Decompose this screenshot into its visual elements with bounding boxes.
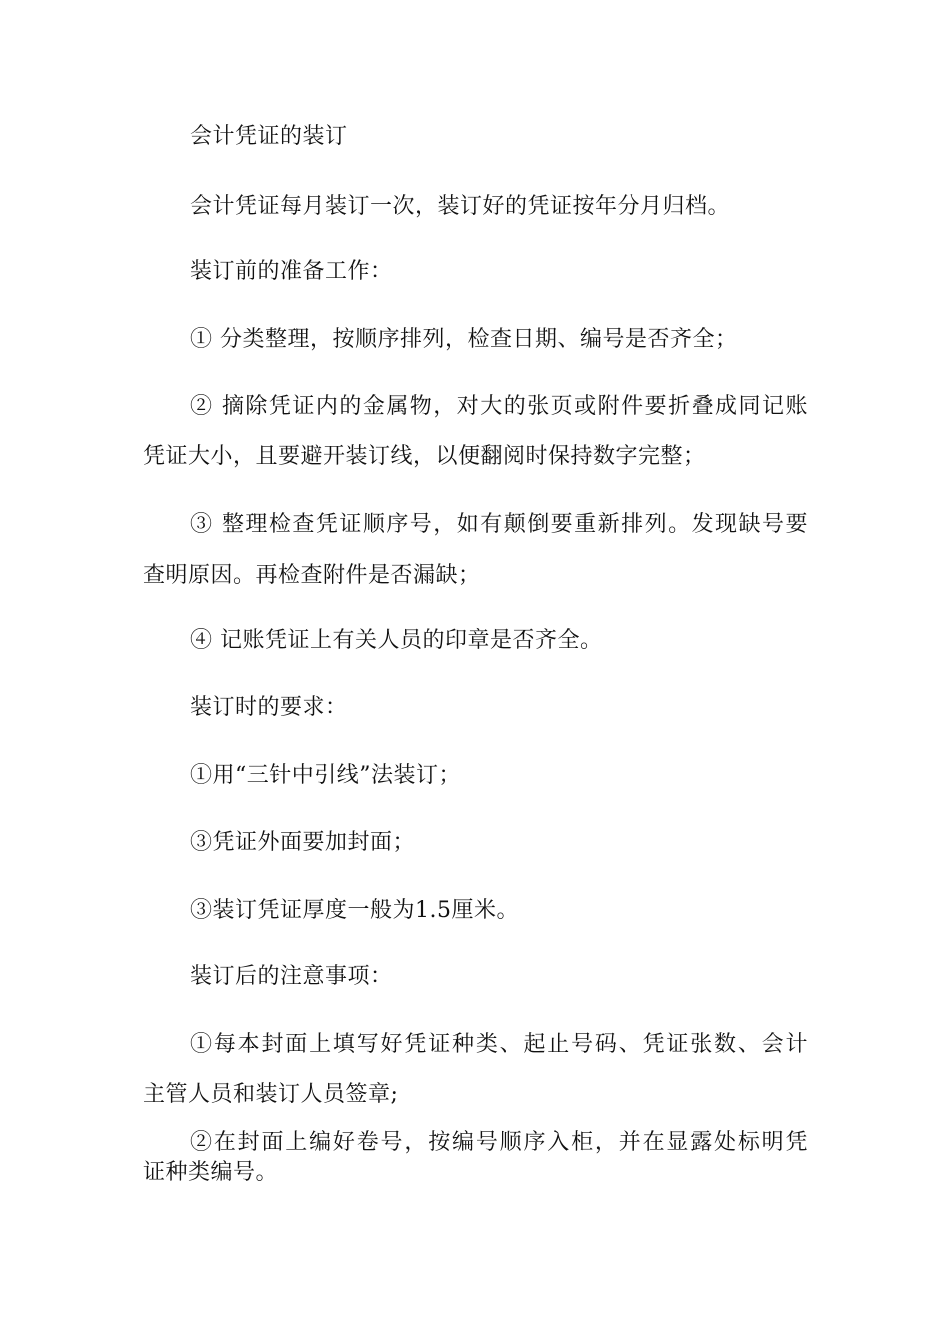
before-item-2-line-1: ② 摘除凭证内的金属物，对大的张页或附件要折叠成同记账 xyxy=(190,394,808,419)
before-item-4: ④ 记账凭证上有关人员的印章是否齐全。 xyxy=(190,628,603,653)
before-item-2-line-2: 凭证大小，且要避开装订线，以便翻阅时保持数字完整； xyxy=(143,444,706,469)
intro-paragraph: 会计凭证每月装订一次，装订好的凭证按年分月归档。 xyxy=(190,194,731,219)
before-item-1: ① 分类整理，按顺序排列，检查日期、编号是否齐全； xyxy=(190,327,738,352)
before-item-3-line-2: 查明原因。再检查附件是否漏缺； xyxy=(143,563,481,588)
after-item-1-line-1: ①每本封面上填写好凭证种类、起止号码、凭证张数、会计 xyxy=(190,1032,808,1057)
section-heading-after: 装订后的注意事项： xyxy=(190,964,393,989)
section-heading-during: 装订时的要求： xyxy=(190,695,348,720)
before-item-3-line-1: ③ 整理检查凭证顺序号，如有颠倒要重新排列。发现缺号要 xyxy=(190,512,808,537)
after-item-1-line-2: 主管人员和装订人员签章; xyxy=(143,1082,399,1107)
during-item-3: ③装订凭证厚度一般为1.5厘米。 xyxy=(190,898,519,923)
document-title: 会计凭证的装订 xyxy=(190,124,348,149)
after-item-2-line-2: 证种类编号。 xyxy=(143,1160,279,1185)
during-item-2: ③凭证外面要加封面； xyxy=(190,830,416,855)
section-heading-before: 装订前的准备工作： xyxy=(190,259,393,284)
during-item-1: ①用“三针中引线”法装订； xyxy=(190,763,461,788)
after-item-2-line-1: ②在封面上编好卷号，按编号顺序入柜，并在显露处标明凭 xyxy=(190,1130,808,1155)
